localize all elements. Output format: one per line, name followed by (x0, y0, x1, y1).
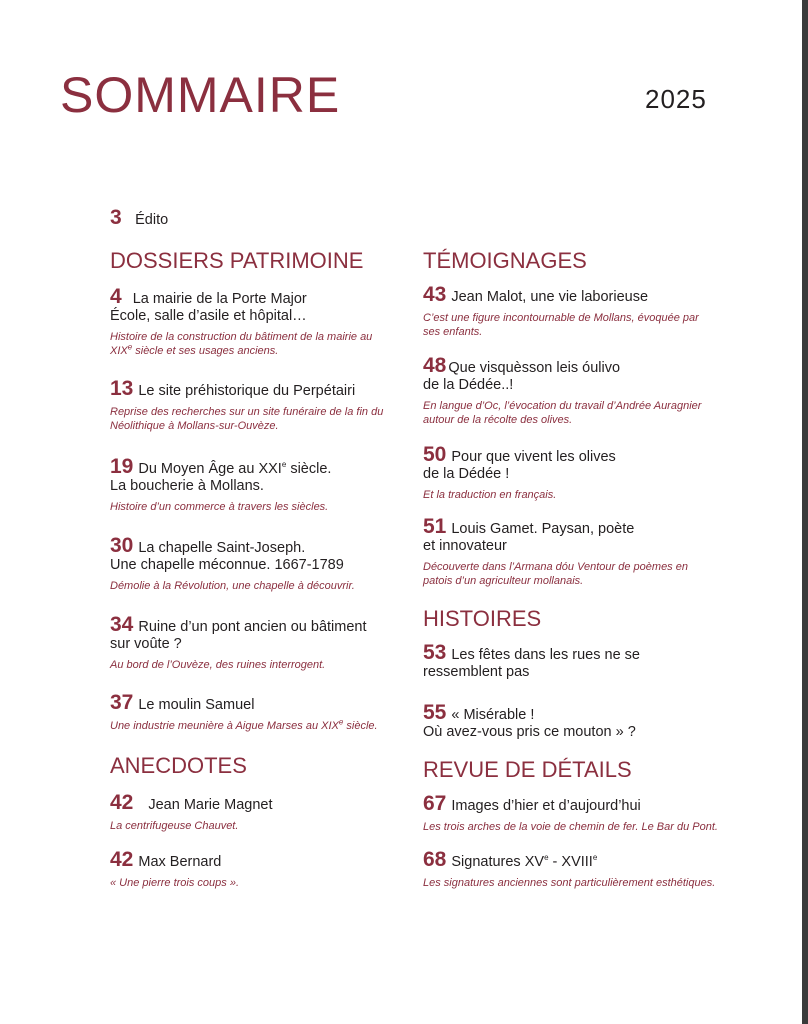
entry-title: Ruine d’un pont ancien ou bâtiment (138, 619, 367, 635)
entry-description: Et la traduction en français. (423, 489, 557, 501)
toc-entry-30[interactable] (110, 534, 410, 593)
toc-entry-42-bernard[interactable] (110, 848, 410, 890)
page-number: 53 (423, 641, 447, 664)
entry-description: Reprise des recherches sur un site funéraire de la fin du Néolithique à Mollans-sur-Ouvèze. (110, 406, 384, 432)
toc-entry-13[interactable] (110, 377, 410, 433)
page-number: 48 (423, 354, 447, 377)
entry-title-line2: École, salle d’asile et hôpital… (110, 308, 307, 324)
page-number: 51 (423, 515, 447, 538)
section-temoignages: TÉMOIGNAGES (423, 248, 587, 273)
toc-entry-37[interactable] (110, 691, 410, 733)
entry-title: Du Moyen Âge au XXIe siècle. (138, 460, 332, 477)
page-number: 42 (110, 791, 134, 814)
entry-description: Démolie à la Révolution, une chapelle à découvrir. (110, 580, 355, 592)
toc-entry-68[interactable] (423, 848, 743, 890)
issue-year: 2025 (645, 84, 707, 114)
entry-title: Signatures XVe - XVIIIe (451, 853, 598, 870)
page-number: 34 (110, 613, 134, 636)
toc-entry-4[interactable] (110, 285, 410, 358)
entry-description: Histoire de la construction du bâtiment de la mairie au XIXe siècle et ses usages anciens. (110, 331, 373, 357)
entry-title: La mairie de la Porte Major (132, 291, 307, 307)
toc-entry-42-magnet[interactable] (110, 791, 410, 833)
page-number: 37 (110, 691, 134, 714)
toc-entry-edito[interactable] (110, 206, 168, 230)
entry-title-line2: de la Dédée..! (423, 377, 514, 393)
entry-title-line2: La boucherie à Mollans. (110, 478, 264, 494)
entry-title: Les fêtes dans les rues ne se (451, 647, 640, 663)
page-number: 55 (423, 701, 447, 724)
page-number: 43 (423, 283, 447, 306)
page-number: 3 (110, 206, 122, 229)
toc-entry-50[interactable] (423, 443, 743, 502)
entry-title: Images d’hier et d’aujourd’hui (451, 798, 641, 814)
entry-title: Édito (135, 212, 169, 228)
page-title: SOMMAIRE (60, 67, 341, 123)
section-revue-de-details: REVUE DE DÉTAILS (423, 757, 632, 782)
entry-description: Les signatures anciennes sont particulièrement esthétiques. (423, 877, 716, 889)
entry-title-line2: et innovateur (423, 538, 507, 554)
entry-description: « Une pierre trois coups ». (110, 877, 240, 889)
toc-entry-51[interactable] (423, 515, 743, 588)
entry-title: Pour que vivent les olives (451, 449, 616, 465)
page-number: 19 (110, 455, 134, 478)
section-dossiers-patrimoine: DOSSIERS PATRIMOINE (110, 248, 364, 273)
entry-title-line2: sur voûte ? (110, 636, 182, 652)
entry-title: Jean Malot, une vie laborieuse (451, 289, 649, 305)
toc-entry-34[interactable] (110, 613, 410, 672)
entry-description: La centrifugeuse Chauvet. (110, 820, 239, 832)
toc-entry-55[interactable] (423, 701, 743, 741)
entry-title-line2: Où avez-vous pris ce mouton » ? (423, 724, 636, 740)
entry-title-line2: Une chapelle méconnue. 1667-1789 (110, 557, 344, 573)
entry-title: Que visquèsson leis óulivo (448, 360, 621, 376)
entry-description: C’est une figure incontournable de Mollans, évoquée par ses enfants. (423, 312, 699, 338)
entry-description: Histoire d’un commerce à travers les siècles. (110, 501, 329, 513)
page-number: 4 (110, 285, 122, 308)
entry-title: Louis Gamet. Paysan, poète (451, 521, 635, 537)
entry-description: Les trois arches de la voie de chemin de fer. Le Bar du Pont. (423, 821, 718, 833)
entry-description: Découverte dans l’Armana dóu Ventour de poèmes en patois d’un agriculteur mollanais. (423, 561, 688, 587)
entry-description: En langue d’Oc, l’évocation du travail d’Andrée Auragnier autour de la récolte des olives. (423, 400, 702, 426)
page-number: 50 (423, 443, 447, 466)
page-edge (802, 0, 808, 1024)
toc-entry-19[interactable] (110, 455, 410, 514)
entry-title: « Misérable ! (451, 707, 535, 723)
toc-entry-48[interactable] (423, 354, 743, 427)
entry-title-line2: de la Dédée ! (423, 466, 510, 482)
entry-description: Au bord de l’Ouvèze, des ruines interrogent. (110, 659, 326, 671)
toc-entry-67[interactable] (423, 792, 743, 834)
toc-entry-53[interactable] (423, 641, 743, 681)
entry-title: Le moulin Samuel (138, 697, 255, 713)
entry-description: Une industrie meunière à Aigue Marses au XIXe siècle. (110, 717, 378, 732)
page-number: 68 (423, 848, 447, 871)
section-anecdotes: ANECDOTES (110, 753, 247, 778)
entry-title-line2: ressemblent pas (423, 664, 530, 680)
entry-title: Le site préhistorique du Perpétairi (138, 383, 356, 399)
page-number: 67 (423, 792, 447, 815)
page-number: 13 (110, 377, 134, 400)
page-number: 30 (110, 534, 134, 557)
entry-title: Jean Marie Magnet (148, 797, 273, 813)
toc-entry-43[interactable] (423, 283, 743, 339)
section-histoires: HISTOIRES (423, 606, 542, 631)
page-number: 42 (110, 848, 134, 871)
entry-title: La chapelle Saint-Joseph. (138, 540, 306, 556)
entry-title: Max Bernard (138, 854, 222, 870)
